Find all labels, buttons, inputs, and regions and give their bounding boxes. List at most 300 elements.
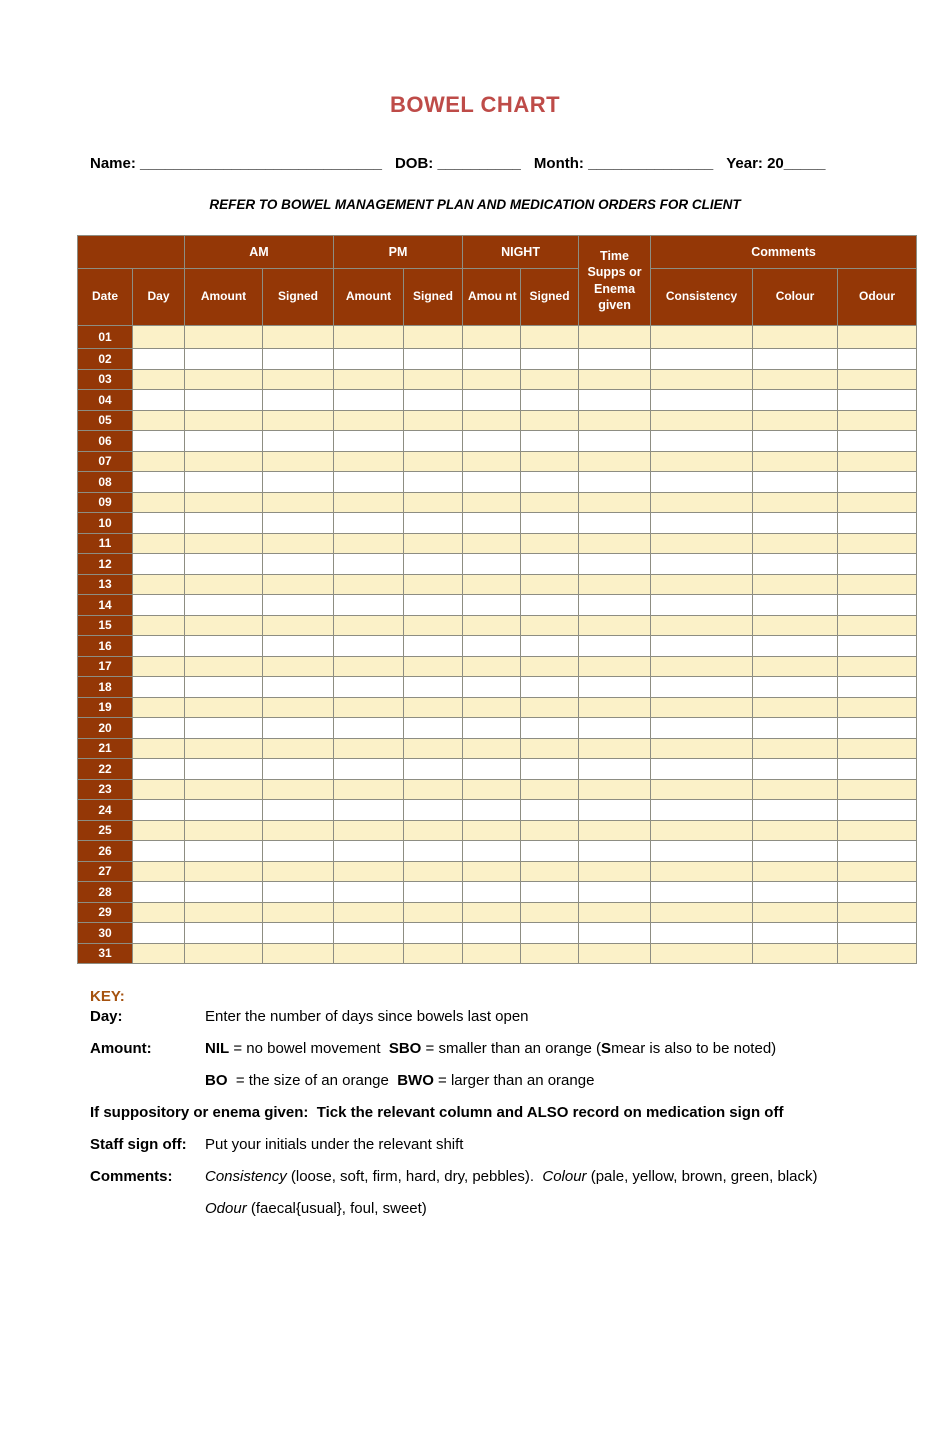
entry-cell[interactable]: [463, 656, 521, 677]
entry-cell[interactable]: [838, 820, 917, 841]
entry-cell[interactable]: [579, 820, 651, 841]
entry-cell[interactable]: [463, 410, 521, 431]
entry-cell[interactable]: [521, 492, 579, 513]
entry-cell[interactable]: [753, 800, 838, 821]
entry-cell[interactable]: [651, 513, 753, 534]
entry-cell[interactable]: [579, 595, 651, 616]
entry-cell[interactable]: [521, 326, 579, 349]
entry-cell[interactable]: [185, 656, 263, 677]
entry-cell[interactable]: [579, 431, 651, 452]
entry-cell[interactable]: [185, 943, 263, 964]
entry-cell[interactable]: [521, 697, 579, 718]
entry-cell[interactable]: [579, 615, 651, 636]
entry-cell[interactable]: [579, 513, 651, 534]
entry-cell[interactable]: [133, 615, 185, 636]
entry-cell[interactable]: [404, 697, 463, 718]
entry-cell[interactable]: [133, 410, 185, 431]
entry-cell[interactable]: [579, 410, 651, 431]
entry-cell[interactable]: [463, 451, 521, 472]
entry-cell[interactable]: [753, 738, 838, 759]
entry-cell[interactable]: [463, 820, 521, 841]
entry-cell[interactable]: [579, 697, 651, 718]
entry-cell[interactable]: [334, 431, 404, 452]
entry-cell[interactable]: [463, 902, 521, 923]
entry-cell[interactable]: [753, 326, 838, 349]
entry-cell[interactable]: [263, 451, 334, 472]
entry-cell[interactable]: [263, 431, 334, 452]
entry-cell[interactable]: [463, 369, 521, 390]
entry-cell[interactable]: [651, 472, 753, 493]
entry-cell[interactable]: [579, 943, 651, 964]
entry-cell[interactable]: [185, 533, 263, 554]
entry-cell[interactable]: [404, 861, 463, 882]
entry-cell[interactable]: [334, 390, 404, 411]
entry-cell[interactable]: [579, 349, 651, 370]
entry-cell[interactable]: [263, 636, 334, 657]
entry-cell[interactable]: [753, 923, 838, 944]
entry-cell[interactable]: [463, 943, 521, 964]
entry-cell[interactable]: [133, 943, 185, 964]
entry-cell[interactable]: [753, 513, 838, 534]
month-blank-line[interactable]: _______________: [588, 155, 714, 172]
entry-cell[interactable]: [404, 677, 463, 698]
entry-cell[interactable]: [133, 451, 185, 472]
entry-cell[interactable]: [579, 902, 651, 923]
entry-cell[interactable]: [651, 779, 753, 800]
entry-cell[interactable]: [404, 615, 463, 636]
entry-cell[interactable]: [404, 472, 463, 493]
entry-cell[interactable]: [521, 513, 579, 534]
entry-cell[interactable]: [753, 943, 838, 964]
entry-cell[interactable]: [404, 943, 463, 964]
entry-cell[interactable]: [263, 349, 334, 370]
entry-cell[interactable]: [263, 738, 334, 759]
entry-cell[interactable]: [651, 636, 753, 657]
entry-cell[interactable]: [521, 533, 579, 554]
entry-cell[interactable]: [579, 656, 651, 677]
entry-cell[interactable]: [404, 800, 463, 821]
entry-cell[interactable]: [651, 554, 753, 575]
entry-cell[interactable]: [463, 492, 521, 513]
entry-cell[interactable]: [263, 492, 334, 513]
entry-cell[interactable]: [521, 943, 579, 964]
entry-cell[interactable]: [404, 882, 463, 903]
entry-cell[interactable]: [404, 349, 463, 370]
entry-cell[interactable]: [133, 820, 185, 841]
entry-cell[interactable]: [753, 861, 838, 882]
entry-cell[interactable]: [334, 513, 404, 534]
entry-cell[interactable]: [463, 697, 521, 718]
entry-cell[interactable]: [753, 902, 838, 923]
entry-cell[interactable]: [334, 759, 404, 780]
entry-cell[interactable]: [263, 882, 334, 903]
entry-cell[interactable]: [579, 390, 651, 411]
entry-cell[interactable]: [133, 902, 185, 923]
entry-cell[interactable]: [753, 390, 838, 411]
entry-cell[interactable]: [463, 738, 521, 759]
entry-cell[interactable]: [463, 779, 521, 800]
entry-cell[interactable]: [838, 574, 917, 595]
entry-cell[interactable]: [838, 410, 917, 431]
entry-cell[interactable]: [838, 492, 917, 513]
entry-cell[interactable]: [185, 369, 263, 390]
entry-cell[interactable]: [651, 369, 753, 390]
entry-cell[interactable]: [753, 533, 838, 554]
entry-cell[interactable]: [521, 718, 579, 739]
entry-cell[interactable]: [651, 738, 753, 759]
entry-cell[interactable]: [521, 349, 579, 370]
entry-cell[interactable]: [463, 349, 521, 370]
entry-cell[interactable]: [838, 595, 917, 616]
entry-cell[interactable]: [838, 636, 917, 657]
entry-cell[interactable]: [334, 369, 404, 390]
entry-cell[interactable]: [185, 697, 263, 718]
entry-cell[interactable]: [838, 431, 917, 452]
entry-cell[interactable]: [334, 595, 404, 616]
entry-cell[interactable]: [579, 326, 651, 349]
entry-cell[interactable]: [521, 636, 579, 657]
entry-cell[interactable]: [838, 472, 917, 493]
entry-cell[interactable]: [838, 390, 917, 411]
entry-cell[interactable]: [651, 800, 753, 821]
entry-cell[interactable]: [263, 390, 334, 411]
entry-cell[interactable]: [463, 759, 521, 780]
entry-cell[interactable]: [404, 451, 463, 472]
entry-cell[interactable]: [133, 923, 185, 944]
entry-cell[interactable]: [263, 410, 334, 431]
entry-cell[interactable]: [651, 574, 753, 595]
entry-cell[interactable]: [579, 492, 651, 513]
entry-cell[interactable]: [651, 410, 753, 431]
entry-cell[interactable]: [404, 533, 463, 554]
entry-cell[interactable]: [753, 410, 838, 431]
entry-cell[interactable]: [334, 533, 404, 554]
entry-cell[interactable]: [521, 677, 579, 698]
entry-cell[interactable]: [185, 677, 263, 698]
entry-cell[interactable]: [133, 882, 185, 903]
entry-cell[interactable]: [521, 554, 579, 575]
entry-cell[interactable]: [651, 431, 753, 452]
entry-cell[interactable]: [133, 369, 185, 390]
entry-cell[interactable]: [838, 861, 917, 882]
entry-cell[interactable]: [651, 902, 753, 923]
entry-cell[interactable]: [185, 923, 263, 944]
entry-cell[interactable]: [463, 595, 521, 616]
entry-cell[interactable]: [753, 369, 838, 390]
entry-cell[interactable]: [133, 800, 185, 821]
entry-cell[interactable]: [133, 513, 185, 534]
entry-cell[interactable]: [753, 697, 838, 718]
entry-cell[interactable]: [404, 656, 463, 677]
entry-cell[interactable]: [753, 636, 838, 657]
entry-cell[interactable]: [185, 326, 263, 349]
entry-cell[interactable]: [133, 861, 185, 882]
entry-cell[interactable]: [651, 841, 753, 862]
entry-cell[interactable]: [185, 882, 263, 903]
entry-cell[interactable]: [263, 574, 334, 595]
entry-cell[interactable]: [838, 718, 917, 739]
entry-cell[interactable]: [133, 738, 185, 759]
entry-cell[interactable]: [753, 615, 838, 636]
entry-cell[interactable]: [463, 636, 521, 657]
entry-cell[interactable]: [753, 472, 838, 493]
entry-cell[interactable]: [521, 861, 579, 882]
entry-cell[interactable]: [651, 820, 753, 841]
entry-cell[interactable]: [404, 492, 463, 513]
entry-cell[interactable]: [334, 779, 404, 800]
entry-cell[interactable]: [521, 451, 579, 472]
entry-cell[interactable]: [404, 779, 463, 800]
entry-cell[interactable]: [404, 902, 463, 923]
entry-cell[interactable]: [753, 492, 838, 513]
entry-cell[interactable]: [334, 472, 404, 493]
entry-cell[interactable]: [838, 451, 917, 472]
entry-cell[interactable]: [651, 492, 753, 513]
entry-cell[interactable]: [263, 656, 334, 677]
entry-cell[interactable]: [185, 492, 263, 513]
entry-cell[interactable]: [753, 656, 838, 677]
entry-cell[interactable]: [521, 595, 579, 616]
entry-cell[interactable]: [185, 841, 263, 862]
entry-cell[interactable]: [753, 677, 838, 698]
entry-cell[interactable]: [185, 902, 263, 923]
entry-cell[interactable]: [334, 943, 404, 964]
entry-cell[interactable]: [753, 595, 838, 616]
entry-cell[interactable]: [404, 738, 463, 759]
entry-cell[interactable]: [263, 554, 334, 575]
entry-cell[interactable]: [753, 431, 838, 452]
entry-cell[interactable]: [334, 902, 404, 923]
entry-cell[interactable]: [579, 451, 651, 472]
entry-cell[interactable]: [463, 326, 521, 349]
entry-cell[interactable]: [334, 349, 404, 370]
entry-cell[interactable]: [263, 820, 334, 841]
entry-cell[interactable]: [334, 656, 404, 677]
entry-cell[interactable]: [521, 574, 579, 595]
entry-cell[interactable]: [263, 718, 334, 739]
entry-cell[interactable]: [579, 677, 651, 698]
entry-cell[interactable]: [133, 697, 185, 718]
entry-cell[interactable]: [838, 738, 917, 759]
entry-cell[interactable]: [521, 656, 579, 677]
entry-cell[interactable]: [521, 390, 579, 411]
entry-cell[interactable]: [753, 882, 838, 903]
entry-cell[interactable]: [579, 779, 651, 800]
entry-cell[interactable]: [404, 574, 463, 595]
entry-cell[interactable]: [185, 390, 263, 411]
entry-cell[interactable]: [263, 800, 334, 821]
entry-cell[interactable]: [334, 882, 404, 903]
entry-cell[interactable]: [404, 390, 463, 411]
entry-cell[interactable]: [463, 574, 521, 595]
entry-cell[interactable]: [579, 882, 651, 903]
entry-cell[interactable]: [651, 923, 753, 944]
name-blank-line[interactable]: _____________________________: [140, 155, 382, 172]
entry-cell[interactable]: [133, 431, 185, 452]
entry-cell[interactable]: [263, 533, 334, 554]
entry-cell[interactable]: [404, 923, 463, 944]
entry-cell[interactable]: [133, 492, 185, 513]
entry-cell[interactable]: [263, 472, 334, 493]
entry-cell[interactable]: [463, 923, 521, 944]
entry-cell[interactable]: [263, 369, 334, 390]
entry-cell[interactable]: [521, 779, 579, 800]
entry-cell[interactable]: [651, 595, 753, 616]
entry-cell[interactable]: [185, 574, 263, 595]
entry-cell[interactable]: [838, 677, 917, 698]
entry-cell[interactable]: [463, 472, 521, 493]
entry-cell[interactable]: [334, 718, 404, 739]
entry-cell[interactable]: [463, 882, 521, 903]
entry-cell[interactable]: [651, 943, 753, 964]
entry-cell[interactable]: [334, 615, 404, 636]
entry-cell[interactable]: [838, 779, 917, 800]
entry-cell[interactable]: [579, 554, 651, 575]
entry-cell[interactable]: [404, 718, 463, 739]
entry-cell[interactable]: [263, 841, 334, 862]
entry-cell[interactable]: [579, 738, 651, 759]
entry-cell[interactable]: [753, 574, 838, 595]
entry-cell[interactable]: [651, 656, 753, 677]
entry-cell[interactable]: [838, 923, 917, 944]
entry-cell[interactable]: [838, 882, 917, 903]
entry-cell[interactable]: [579, 800, 651, 821]
entry-cell[interactable]: [521, 882, 579, 903]
entry-cell[interactable]: [185, 718, 263, 739]
entry-cell[interactable]: [263, 779, 334, 800]
entry-cell[interactable]: [838, 615, 917, 636]
entry-cell[interactable]: [263, 943, 334, 964]
entry-cell[interactable]: [838, 697, 917, 718]
entry-cell[interactable]: [133, 677, 185, 698]
entry-cell[interactable]: [651, 349, 753, 370]
entry-cell[interactable]: [579, 574, 651, 595]
entry-cell[interactable]: [133, 326, 185, 349]
entry-cell[interactable]: [579, 718, 651, 739]
entry-cell[interactable]: [334, 738, 404, 759]
entry-cell[interactable]: [334, 697, 404, 718]
entry-cell[interactable]: [334, 574, 404, 595]
entry-cell[interactable]: [838, 349, 917, 370]
entry-cell[interactable]: [404, 410, 463, 431]
entry-cell[interactable]: [185, 431, 263, 452]
entry-cell[interactable]: [579, 841, 651, 862]
entry-cell[interactable]: [838, 554, 917, 575]
entry-cell[interactable]: [521, 431, 579, 452]
entry-cell[interactable]: [133, 779, 185, 800]
entry-cell[interactable]: [404, 595, 463, 616]
entry-cell[interactable]: [521, 923, 579, 944]
entry-cell[interactable]: [521, 820, 579, 841]
entry-cell[interactable]: [133, 636, 185, 657]
entry-cell[interactable]: [651, 615, 753, 636]
entry-cell[interactable]: [133, 390, 185, 411]
entry-cell[interactable]: [463, 718, 521, 739]
entry-cell[interactable]: [404, 841, 463, 862]
entry-cell[interactable]: [334, 923, 404, 944]
entry-cell[interactable]: [404, 431, 463, 452]
entry-cell[interactable]: [263, 326, 334, 349]
entry-cell[interactable]: [185, 451, 263, 472]
entry-cell[interactable]: [185, 738, 263, 759]
entry-cell[interactable]: [463, 513, 521, 534]
entry-cell[interactable]: [404, 554, 463, 575]
entry-cell[interactable]: [838, 943, 917, 964]
entry-cell[interactable]: [334, 451, 404, 472]
entry-cell[interactable]: [651, 718, 753, 739]
entry-cell[interactable]: [521, 472, 579, 493]
entry-cell[interactable]: [334, 554, 404, 575]
entry-cell[interactable]: [651, 759, 753, 780]
entry-cell[interactable]: [404, 326, 463, 349]
entry-cell[interactable]: [133, 472, 185, 493]
entry-cell[interactable]: [334, 841, 404, 862]
entry-cell[interactable]: [521, 738, 579, 759]
entry-cell[interactable]: [263, 861, 334, 882]
entry-cell[interactable]: [463, 800, 521, 821]
entry-cell[interactable]: [651, 326, 753, 349]
entry-cell[interactable]: [838, 326, 917, 349]
entry-cell[interactable]: [521, 615, 579, 636]
entry-cell[interactable]: [404, 759, 463, 780]
entry-cell[interactable]: [133, 759, 185, 780]
entry-cell[interactable]: [133, 718, 185, 739]
entry-cell[interactable]: [133, 595, 185, 616]
entry-cell[interactable]: [263, 902, 334, 923]
entry-cell[interactable]: [651, 677, 753, 698]
entry-cell[interactable]: [133, 554, 185, 575]
entry-cell[interactable]: [263, 615, 334, 636]
entry-cell[interactable]: [651, 390, 753, 411]
entry-cell[interactable]: [404, 820, 463, 841]
entry-cell[interactable]: [185, 349, 263, 370]
entry-cell[interactable]: [334, 861, 404, 882]
entry-cell[interactable]: [753, 718, 838, 739]
entry-cell[interactable]: [463, 861, 521, 882]
year-blank-line[interactable]: _____: [783, 155, 826, 172]
entry-cell[interactable]: [263, 923, 334, 944]
entry-cell[interactable]: [463, 554, 521, 575]
entry-cell[interactable]: [838, 513, 917, 534]
entry-cell[interactable]: [185, 636, 263, 657]
entry-cell[interactable]: [404, 636, 463, 657]
entry-cell[interactable]: [463, 615, 521, 636]
entry-cell[interactable]: [185, 861, 263, 882]
entry-cell[interactable]: [651, 697, 753, 718]
entry-cell[interactable]: [651, 533, 753, 554]
entry-cell[interactable]: [838, 902, 917, 923]
entry-cell[interactable]: [579, 369, 651, 390]
entry-cell[interactable]: [334, 636, 404, 657]
entry-cell[interactable]: [521, 759, 579, 780]
entry-cell[interactable]: [463, 533, 521, 554]
entry-cell[interactable]: [838, 369, 917, 390]
entry-cell[interactable]: [263, 595, 334, 616]
entry-cell[interactable]: [263, 697, 334, 718]
entry-cell[interactable]: [651, 882, 753, 903]
entry-cell[interactable]: [838, 656, 917, 677]
entry-cell[interactable]: [753, 349, 838, 370]
entry-cell[interactable]: [185, 779, 263, 800]
entry-cell[interactable]: [334, 492, 404, 513]
entry-cell[interactable]: [185, 410, 263, 431]
entry-cell[interactable]: [753, 841, 838, 862]
entry-cell[interactable]: [753, 820, 838, 841]
dob-blank-line[interactable]: __________: [437, 155, 521, 172]
entry-cell[interactable]: [579, 636, 651, 657]
entry-cell[interactable]: [521, 902, 579, 923]
entry-cell[interactable]: [404, 369, 463, 390]
